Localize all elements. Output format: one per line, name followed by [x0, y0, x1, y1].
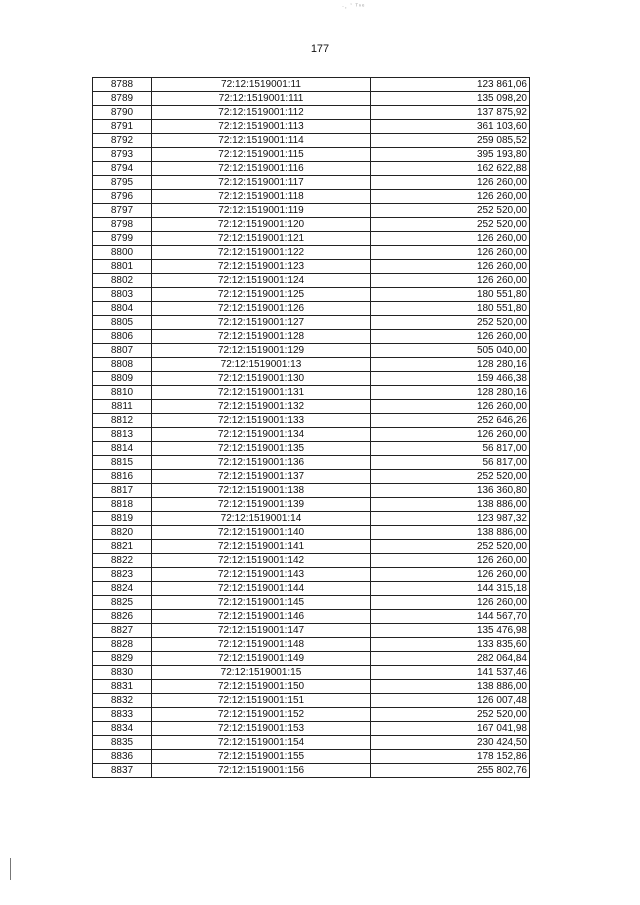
- row-number-cell: 8823: [93, 568, 152, 582]
- value-cell: 252 646,26: [371, 414, 530, 428]
- table-row: [93, 666, 530, 680]
- cadastral-number-cell: 72:12:1519001:129: [152, 344, 371, 358]
- value-cell: 252 520,00: [371, 204, 530, 218]
- cadastral-number-cell: 72:12:1519001:11: [152, 78, 371, 92]
- table-row: [93, 568, 530, 582]
- row-number-cell: 8816: [93, 470, 152, 484]
- value-cell: 178 152,86: [371, 750, 530, 764]
- cadastral-number-cell: 72:12:1519001:15: [152, 666, 371, 680]
- value-cell: 126 260,00: [371, 428, 530, 442]
- cadastral-number-cell: 72:12:1519001:136: [152, 456, 371, 470]
- value-cell: 137 875,92: [371, 106, 530, 120]
- table-row: [93, 750, 530, 764]
- value-cell: 259 085,52: [371, 134, 530, 148]
- row-number-cell: 8833: [93, 708, 152, 722]
- table-row: [93, 274, 530, 288]
- value-cell: 123 861,06: [371, 78, 530, 92]
- table-row: [93, 764, 530, 778]
- cadastral-number-cell: 72:12:1519001:133: [152, 414, 371, 428]
- table-row: [93, 78, 530, 92]
- value-cell: 255 802,76: [371, 764, 530, 778]
- cadastral-number-cell: 72:12:1519001:127: [152, 316, 371, 330]
- row-number-cell: 8820: [93, 526, 152, 540]
- row-number-cell: 8834: [93, 722, 152, 736]
- cadastral-number-cell: 72:12:1519001:143: [152, 568, 371, 582]
- row-number-cell: 8812: [93, 414, 152, 428]
- row-number-cell: 8807: [93, 344, 152, 358]
- table-row: [93, 694, 530, 708]
- cadastral-number-cell: 72:12:1519001:134: [152, 428, 371, 442]
- table-row: [93, 204, 530, 218]
- row-number-cell: 8832: [93, 694, 152, 708]
- row-number-cell: 8827: [93, 624, 152, 638]
- cadastral-number-cell: 72:12:1519001:138: [152, 484, 371, 498]
- cadastral-number-cell: 72:12:1519001:120: [152, 218, 371, 232]
- table-row: [93, 134, 530, 148]
- value-cell: 144 315,18: [371, 582, 530, 596]
- value-cell: 144 567,70: [371, 610, 530, 624]
- value-cell: 230 424,50: [371, 736, 530, 750]
- cadastral-number-cell: 72:12:1519001:113: [152, 120, 371, 134]
- table-row: [93, 722, 530, 736]
- value-cell: 162 622,88: [371, 162, 530, 176]
- row-number-cell: 8802: [93, 274, 152, 288]
- row-number-cell: 8830: [93, 666, 152, 680]
- cadastral-number-cell: 72:12:1519001:141: [152, 540, 371, 554]
- row-number-cell: 8799: [93, 232, 152, 246]
- table-row: [93, 386, 530, 400]
- table-row: [93, 484, 530, 498]
- row-number-cell: 8810: [93, 386, 152, 400]
- cadastral-number-cell: 72:12:1519001:123: [152, 260, 371, 274]
- row-number-cell: 8808: [93, 358, 152, 372]
- row-number-cell: 8814: [93, 442, 152, 456]
- table-row: [93, 316, 530, 330]
- table-row: [93, 176, 530, 190]
- value-cell: 123 987,32: [371, 512, 530, 526]
- row-number-cell: 8809: [93, 372, 152, 386]
- row-number-cell: 8789: [93, 92, 152, 106]
- cadastral-number-cell: 72:12:1519001:142: [152, 554, 371, 568]
- value-cell: 126 260,00: [371, 190, 530, 204]
- value-cell: 252 520,00: [371, 708, 530, 722]
- scan-mark: ·, ʼ ᵀⁿᵉ: [342, 4, 366, 10]
- cadastral-number-cell: 72:12:1519001:150: [152, 680, 371, 694]
- row-number-cell: 8815: [93, 456, 152, 470]
- table-row: [93, 162, 530, 176]
- value-cell: 252 520,00: [371, 470, 530, 484]
- table-row: [93, 498, 530, 512]
- scan-edge-line: [10, 858, 11, 880]
- row-number-cell: 8797: [93, 204, 152, 218]
- row-number-cell: 8794: [93, 162, 152, 176]
- table-row: [93, 190, 530, 204]
- row-number-cell: 8791: [93, 120, 152, 134]
- row-number-cell: 8804: [93, 302, 152, 316]
- value-cell: 138 886,00: [371, 526, 530, 540]
- table-row: [93, 512, 530, 526]
- cadastral-number-cell: 72:12:1519001:139: [152, 498, 371, 512]
- table-row: [93, 232, 530, 246]
- table-row: [93, 708, 530, 722]
- table-row: [93, 540, 530, 554]
- table-row: [93, 526, 530, 540]
- row-number-cell: 8801: [93, 260, 152, 274]
- value-cell: 126 260,00: [371, 568, 530, 582]
- cadastral-number-cell: 72:12:1519001:131: [152, 386, 371, 400]
- cadastral-number-cell: 72:12:1519001:147: [152, 624, 371, 638]
- cadastral-number-cell: 72:12:1519001:126: [152, 302, 371, 316]
- table-row: [93, 120, 530, 134]
- row-number-cell: 8805: [93, 316, 152, 330]
- value-cell: 180 551,80: [371, 302, 530, 316]
- table-row: [93, 302, 530, 316]
- value-cell: 126 260,00: [371, 596, 530, 610]
- table-row: [93, 330, 530, 344]
- table-row: [93, 680, 530, 694]
- value-cell: 252 520,00: [371, 316, 530, 330]
- row-number-cell: 8796: [93, 190, 152, 204]
- value-cell: 395 193,80: [371, 148, 530, 162]
- cadastral-number-cell: 72:12:1519001:144: [152, 582, 371, 596]
- cadastral-number-cell: 72:12:1519001:118: [152, 190, 371, 204]
- register-table-body: [93, 78, 530, 778]
- page-number: 177: [310, 43, 330, 55]
- table-row: [93, 260, 530, 274]
- table-row: [93, 288, 530, 302]
- cadastral-number-cell: 72:12:1519001:13: [152, 358, 371, 372]
- value-cell: 128 280,16: [371, 386, 530, 400]
- table-row: [93, 596, 530, 610]
- table-row: [93, 344, 530, 358]
- row-number-cell: 8822: [93, 554, 152, 568]
- cadastral-number-cell: 72:12:1519001:130: [152, 372, 371, 386]
- table-row: [93, 442, 530, 456]
- cadastral-number-cell: 72:12:1519001:145: [152, 596, 371, 610]
- row-number-cell: 8821: [93, 540, 152, 554]
- row-number-cell: 8825: [93, 596, 152, 610]
- cadastral-number-cell: 72:12:1519001:146: [152, 610, 371, 624]
- table-row: [93, 652, 530, 666]
- value-cell: 56 817,00: [371, 442, 530, 456]
- register-table: [92, 77, 530, 778]
- row-number-cell: 8792: [93, 134, 152, 148]
- value-cell: 126 007,48: [371, 694, 530, 708]
- value-cell: 56 817,00: [371, 456, 530, 470]
- cadastral-number-cell: 72:12:1519001:151: [152, 694, 371, 708]
- cadastral-number-cell: 72:12:1519001:128: [152, 330, 371, 344]
- cadastral-number-cell: 72:12:1519001:119: [152, 204, 371, 218]
- row-number-cell: 8790: [93, 106, 152, 120]
- value-cell: 128 280,16: [371, 358, 530, 372]
- value-cell: 135 476,98: [371, 624, 530, 638]
- row-number-cell: 8829: [93, 652, 152, 666]
- row-number-cell: 8837: [93, 764, 152, 778]
- value-cell: 126 260,00: [371, 176, 530, 190]
- cadastral-number-cell: 72:12:1519001:122: [152, 246, 371, 260]
- table-row: [93, 582, 530, 596]
- row-number-cell: 8793: [93, 148, 152, 162]
- table-row: [93, 92, 530, 106]
- row-number-cell: 8824: [93, 582, 152, 596]
- row-number-cell: 8828: [93, 638, 152, 652]
- cadastral-number-cell: 72:12:1519001:116: [152, 162, 371, 176]
- value-cell: 252 520,00: [371, 540, 530, 554]
- cadastral-number-cell: 72:12:1519001:124: [152, 274, 371, 288]
- row-number-cell: 8795: [93, 176, 152, 190]
- value-cell: 133 835,60: [371, 638, 530, 652]
- table-row: [93, 456, 530, 470]
- row-number-cell: 8800: [93, 246, 152, 260]
- table-row: [93, 554, 530, 568]
- cadastral-number-cell: 72:12:1519001:148: [152, 638, 371, 652]
- table-row: [93, 428, 530, 442]
- cadastral-number-cell: 72:12:1519001:153: [152, 722, 371, 736]
- row-number-cell: 8818: [93, 498, 152, 512]
- value-cell: 505 040,00: [371, 344, 530, 358]
- row-number-cell: 8835: [93, 736, 152, 750]
- value-cell: 126 260,00: [371, 400, 530, 414]
- value-cell: 180 551,80: [371, 288, 530, 302]
- value-cell: 126 260,00: [371, 554, 530, 568]
- row-number-cell: 8798: [93, 218, 152, 232]
- value-cell: 361 103,60: [371, 120, 530, 134]
- cadastral-number-cell: 72:12:1519001:125: [152, 288, 371, 302]
- row-number-cell: 8803: [93, 288, 152, 302]
- cadastral-number-cell: 72:12:1519001:149: [152, 652, 371, 666]
- value-cell: 252 520,00: [371, 218, 530, 232]
- value-cell: 126 260,00: [371, 232, 530, 246]
- value-cell: 126 260,00: [371, 330, 530, 344]
- value-cell: 159 466,38: [371, 372, 530, 386]
- table-row: [93, 624, 530, 638]
- cadastral-number-cell: 72:12:1519001:117: [152, 176, 371, 190]
- cadastral-number-cell: 72:12:1519001:152: [152, 708, 371, 722]
- cadastral-number-cell: 72:12:1519001:154: [152, 736, 371, 750]
- value-cell: 167 041,98: [371, 722, 530, 736]
- table-row: [93, 610, 530, 624]
- value-cell: 126 260,00: [371, 260, 530, 274]
- row-number-cell: 8806: [93, 330, 152, 344]
- row-number-cell: 8788: [93, 78, 152, 92]
- cadastral-number-cell: 72:12:1519001:111: [152, 92, 371, 106]
- cadastral-number-cell: 72:12:1519001:140: [152, 526, 371, 540]
- value-cell: 136 360,80: [371, 484, 530, 498]
- row-number-cell: 8831: [93, 680, 152, 694]
- row-number-cell: 8836: [93, 750, 152, 764]
- table-row: [93, 106, 530, 120]
- row-number-cell: 8813: [93, 428, 152, 442]
- cadastral-number-cell: 72:12:1519001:112: [152, 106, 371, 120]
- table-row: [93, 246, 530, 260]
- value-cell: 126 260,00: [371, 246, 530, 260]
- value-cell: 138 886,00: [371, 680, 530, 694]
- cadastral-number-cell: 72:12:1519001:132: [152, 400, 371, 414]
- cadastral-number-cell: 72:12:1519001:156: [152, 764, 371, 778]
- cadastral-number-cell: 72:12:1519001:137: [152, 470, 371, 484]
- table-row: [93, 414, 530, 428]
- value-cell: 138 886,00: [371, 498, 530, 512]
- table-row: [93, 148, 530, 162]
- value-cell: 141 537,46: [371, 666, 530, 680]
- table-row: [93, 358, 530, 372]
- value-cell: 135 098,20: [371, 92, 530, 106]
- table-row: [93, 638, 530, 652]
- table-row: [93, 372, 530, 386]
- cadastral-number-cell: 72:12:1519001:14: [152, 512, 371, 526]
- value-cell: 126 260,00: [371, 274, 530, 288]
- row-number-cell: 8826: [93, 610, 152, 624]
- cadastral-number-cell: 72:12:1519001:115: [152, 148, 371, 162]
- row-number-cell: 8817: [93, 484, 152, 498]
- row-number-cell: 8811: [93, 400, 152, 414]
- table-row: [93, 736, 530, 750]
- cadastral-number-cell: 72:12:1519001:114: [152, 134, 371, 148]
- table-row: [93, 470, 530, 484]
- table-row: [93, 218, 530, 232]
- cadastral-number-cell: 72:12:1519001:121: [152, 232, 371, 246]
- cadastral-number-cell: 72:12:1519001:155: [152, 750, 371, 764]
- value-cell: 282 064,84: [371, 652, 530, 666]
- cadastral-number-cell: 72:12:1519001:135: [152, 442, 371, 456]
- row-number-cell: 8819: [93, 512, 152, 526]
- table-row: [93, 400, 530, 414]
